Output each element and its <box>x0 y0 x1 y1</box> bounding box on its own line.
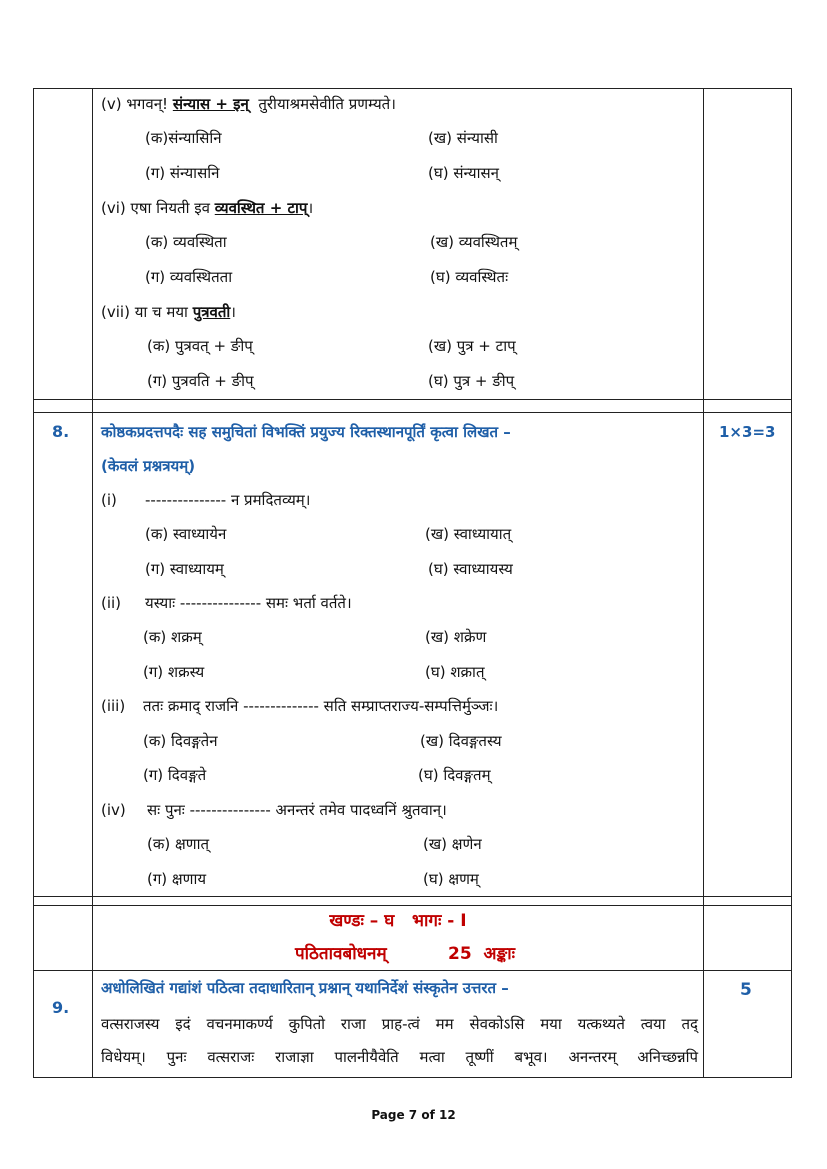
option: (ख) स्वाध्यायात् <box>425 525 512 543</box>
item-text: ततः क्रमाद् राजनि -------------- सति सम्प्राप्तराज्य-सम्पत्तिर्मुञ्जः। <box>143 697 499 715</box>
option: (क) दिवङ्गतेन <box>143 732 218 750</box>
option: (घ) दिवङ्गतम् <box>418 766 491 784</box>
question-instruction: अधोलिखितं गद्यांशं पठित्वा तदाधारितान् प्रश्नान् यथानिर्देशं संस्कृतेन उत्तरत – <box>101 979 509 997</box>
option: (क) शक्रम् <box>143 628 202 646</box>
option: (ख) व्यवस्थितम् <box>430 233 518 251</box>
option: (ग) क्षणाय <box>147 870 207 888</box>
item-pre: या च मया <box>134 303 188 321</box>
section-marks: 25 अङ्काः <box>448 944 516 964</box>
option: (क) स्वाध्यायेन <box>145 525 227 543</box>
item-post: । <box>230 303 236 321</box>
option: (घ) संन्यासन् <box>428 164 499 182</box>
question-marks: 1×3=3 <box>719 423 776 441</box>
item-number: (ii) <box>101 594 122 612</box>
item-bold-term: पुत्रवती <box>192 303 231 321</box>
item-text: --------------- न प्रमदितव्यम्। <box>145 491 311 509</box>
item-number: (vi) <box>101 199 126 217</box>
item-post: तुरीयाश्रमसेवीति प्रणम्यते। <box>258 95 396 113</box>
item-number: (i) <box>101 491 117 509</box>
section-subtitle: पठितावबोधनम् <box>295 944 387 964</box>
option: (घ) स्वाध्यायस्य <box>428 560 513 578</box>
passage-line-1: वत्सराजस्य इदं वचनमाकर्ण्य कुपितो राजा प्राह-त्वं मम सेवकोऽसि मया यत्कथ्यते त्वया तद् <box>101 1015 698 1033</box>
item-bold-term: व्यवस्थित + टाप् <box>214 199 308 217</box>
option: (ख) पुत्र + टाप् <box>428 337 516 355</box>
question-number: 8. <box>52 422 70 441</box>
item-number: (v) <box>101 95 122 113</box>
option: (क) क्षणात् <box>147 835 210 853</box>
option: (ख) शक्रेण <box>425 628 487 646</box>
footer-total-pages: 12 <box>438 1108 456 1122</box>
footer-prefix: Page <box>371 1108 409 1122</box>
option: (क) व्यवस्थिता <box>145 233 227 251</box>
question-number: 9. <box>52 998 70 1017</box>
question-instruction: कोष्ठकप्रदत्तपदैः सह समुचितां विभक्तिं प्रयुज्य रिक्तस्थानपूर्तिं कृत्वा लिखत – <box>101 423 511 441</box>
option: (ग) शक्रस्य <box>143 663 205 681</box>
option: (ग) स्वाध्यायम् <box>145 560 224 578</box>
option: (ख) संन्यासी <box>428 129 498 147</box>
footer-middle: of <box>417 1108 439 1122</box>
option: (ग) दिवङ्गते <box>143 766 207 784</box>
question-marks: 5 <box>740 980 752 1000</box>
footer-current-page: 7 <box>408 1108 418 1122</box>
option: (ग) पुत्रवति + ङीप् <box>147 372 254 390</box>
item-text: यस्याः --------------- समः भर्ता वर्तते। <box>145 594 352 612</box>
item-pre: एषा नियती इव <box>130 199 210 217</box>
section-title: खण्डः – घ भागः - I <box>329 911 467 931</box>
question-sub-instruction: (केवलं प्रश्नत्रयम्) <box>101 457 196 475</box>
passage-line-2: विधेयम्। पुनः वत्सराजः राजाज्ञा पालनीयैवेति मत्वा तूष्णीं बभूव। अनन्तरम् अनिच्छन्नपि <box>101 1048 698 1066</box>
item-number: (vii) <box>101 303 130 321</box>
item-post: । <box>307 199 314 217</box>
option: (ख) क्षणेन <box>423 835 482 853</box>
option: (घ) पुत्र + ङीप् <box>428 372 515 390</box>
item-pre: भगवन्! <box>126 95 169 113</box>
item-text: सः पुनः --------------- अनन्तरं तमेव पादध्वनिं श्रुतवान्। <box>147 801 447 819</box>
page-footer <box>0 1108 827 1122</box>
option: (क) पुत्रवत् + ङीप् <box>147 337 253 355</box>
option: (घ) शक्रात् <box>425 663 485 681</box>
option: (ख) दिवङ्गतस्य <box>420 732 502 750</box>
item-number: (iv) <box>101 801 126 819</box>
item-bold-term: संन्यास + इन् <box>172 95 249 113</box>
option: (क)संन्यासिनि <box>145 129 222 147</box>
option: (ग) व्यवस्थितता <box>145 268 233 286</box>
item-number: (iii) <box>101 697 126 715</box>
option: (ग) संन्यासनि <box>145 164 220 182</box>
option: (घ) व्यवस्थितः <box>430 268 509 286</box>
option: (घ) क्षणम् <box>423 870 479 888</box>
